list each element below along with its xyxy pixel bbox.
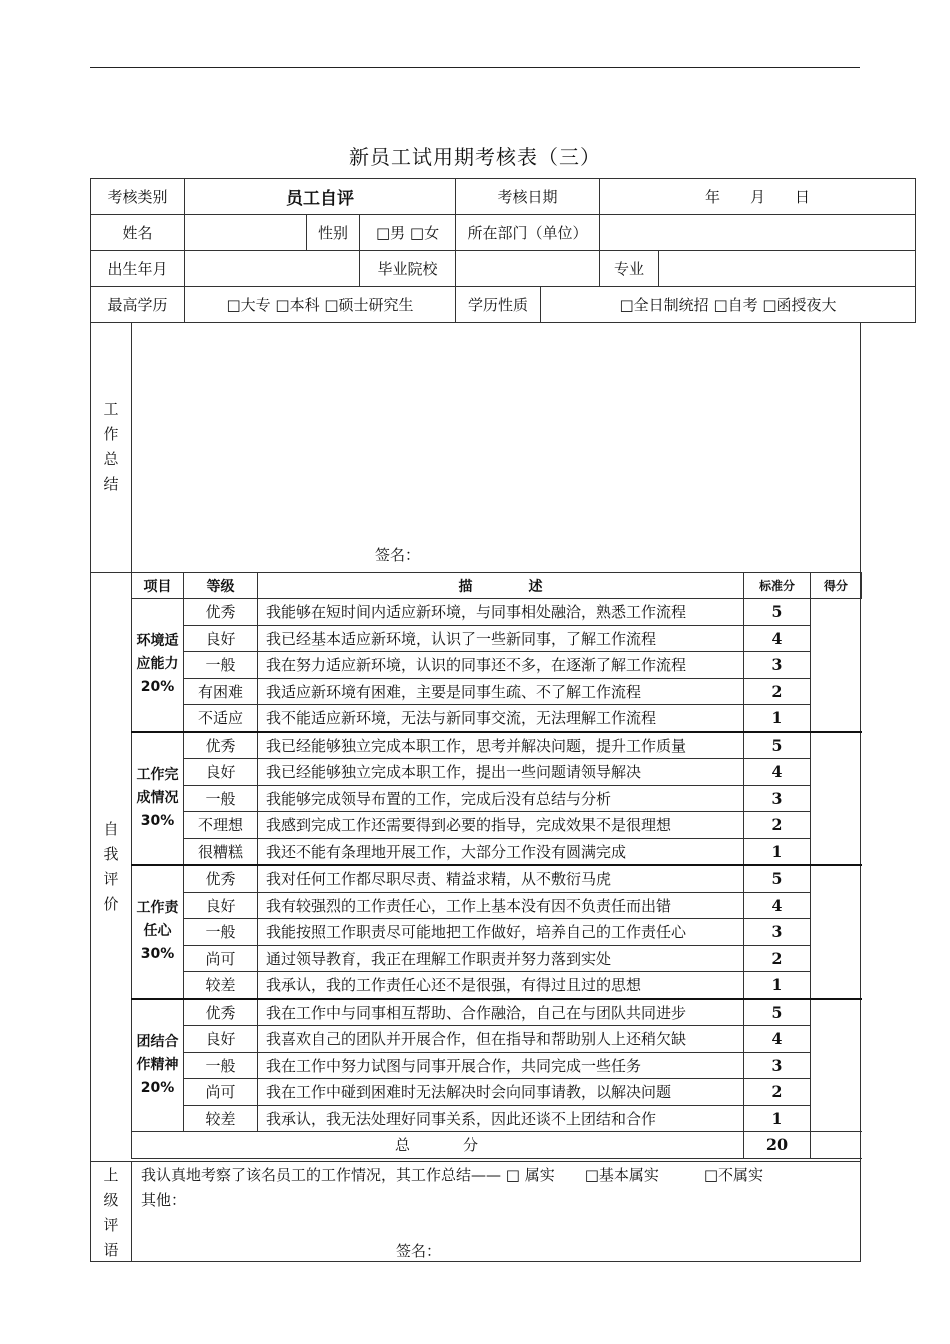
eval-row (132, 599, 862, 626)
dept-label: 所在部门（单位） (456, 215, 600, 251)
eval-description: 我已经能够独立完成本职工作，思考并解决问题，提升工作质量 (258, 732, 744, 759)
eval-standard-score: 5 (744, 732, 811, 759)
page-title: 新员工试用期考核表（三） (349, 145, 601, 169)
edu-type-checkboxes[interactable]: □全日制统招 □自考 □函授夜大 (541, 287, 916, 323)
eval-score-field[interactable] (811, 732, 862, 866)
eval-description: 我适应新环境有困难，主要是同事生疏、不了解工作流程 (258, 678, 744, 705)
eval-row (132, 999, 862, 1026)
eval-description: 我在努力适应新环境，认识的同事还不多，在逐渐了解工作流程 (258, 652, 744, 679)
edu-label: 最高学历 (91, 287, 185, 323)
name-field[interactable] (185, 215, 307, 251)
eval-description: 我在工作中碰到困难时无法解决时会向同事请教，以解决问题 (258, 1079, 744, 1106)
eval-row (132, 892, 862, 919)
eval-standard-score: 4 (744, 1026, 811, 1053)
eval-standard-score: 3 (744, 1052, 811, 1079)
eval-standard-score: 5 (744, 599, 811, 626)
birth-label: 出生年月 (91, 251, 185, 287)
eval-grade: 一般 (184, 652, 258, 679)
eval-grade: 良好 (184, 892, 258, 919)
eval-score-field[interactable] (811, 999, 862, 1132)
assess-date-field[interactable]: 年 月 日 (600, 179, 916, 215)
supervisor-verdict-line[interactable]: 我认真地考察了该名员工的工作情况，其工作总结—— □ 属实 □基本属实 □不属实 (141, 1166, 764, 1184)
eval-row (132, 838, 862, 865)
gender-checkboxes[interactable]: □男 □女 (360, 215, 456, 251)
eval-row (132, 759, 862, 786)
school-label: 毕业院校 (360, 251, 456, 287)
eval-row (132, 705, 862, 732)
eval-category: 工作责任心30% (132, 865, 184, 999)
eval-row (132, 625, 862, 652)
eval-description: 我能够完成领导布置的工作，完成后没有总结与分析 (258, 785, 744, 812)
eval-row (132, 785, 862, 812)
eval-description: 我承认，我无法处理好同事关系，因此还谈不上团结和合作 (258, 1105, 744, 1132)
self-eval-label: 自 我 评 价 (103, 820, 119, 913)
eval-row (132, 652, 862, 679)
eval-description: 我有较强烈的工作责任心，工作上基本没有因不负责任而出错 (258, 892, 744, 919)
eval-grade: 优秀 (184, 999, 258, 1026)
eval-standard-score: 3 (744, 785, 811, 812)
eval-standard-score: 1 (744, 972, 811, 999)
eval-grade: 很糟糕 (184, 838, 258, 865)
total-score-field[interactable] (811, 1132, 862, 1159)
eval-row (132, 1052, 862, 1079)
eval-standard-score: 3 (744, 652, 811, 679)
eval-description: 我在工作中与同事相互帮助、合作融洽，自己在与团队共同进步 (258, 999, 744, 1026)
major-label: 专业 (600, 251, 659, 287)
col-score-header: 得分 (811, 573, 862, 599)
self-eval-table (131, 572, 862, 1159)
eval-standard-score: 4 (744, 892, 811, 919)
major-field[interactable] (659, 251, 916, 287)
eval-score-field[interactable] (811, 865, 862, 999)
edu-checkboxes[interactable]: □大专 □本科 □硕士研究生 (185, 287, 456, 323)
supervisor-other-label: 其他： (141, 1191, 187, 1209)
eval-description: 我已经能够独立完成本职工作，提出一些问题请领导解决 (258, 759, 744, 786)
work-summary-signature: 签名： (375, 546, 421, 564)
eval-grade: 优秀 (184, 865, 258, 892)
eval-standard-score: 1 (744, 838, 811, 865)
eval-description: 我已经基本适应新环境，认识了一些新同事，了解工作流程 (258, 625, 744, 652)
eval-grade: 良好 (184, 625, 258, 652)
eval-description: 我喜欢自己的团队并开展合作，但在指导和帮助别人上还稍欠缺 (258, 1026, 744, 1053)
eval-description: 我能够在短时间内适应新环境，与同事相处融洽，熟悉工作流程 (258, 599, 744, 626)
eval-standard-score: 2 (744, 945, 811, 972)
total-value: 20 (744, 1132, 811, 1159)
eval-standard-score: 4 (744, 625, 811, 652)
eval-description: 通过领导教育，我正在理解工作职责并努力落到实处 (258, 945, 744, 972)
eval-row (132, 919, 862, 946)
eval-grade: 不理想 (184, 812, 258, 839)
eval-row (132, 678, 862, 705)
eval-grade: 良好 (184, 1026, 258, 1053)
birth-field[interactable] (185, 251, 360, 287)
eval-row (132, 1105, 862, 1132)
school-field[interactable] (456, 251, 600, 287)
eval-grade: 不适应 (184, 705, 258, 732)
supervisor-signature: 签名： (396, 1242, 442, 1260)
eval-grade: 优秀 (184, 599, 258, 626)
eval-row (132, 972, 862, 999)
eval-grade: 尚可 (184, 1079, 258, 1106)
eval-category: 环境适应能力20% (132, 599, 184, 732)
total-label: 总 分 (132, 1132, 744, 1159)
eval-description: 我承认，我的工作责任心还不是很强，有得过且过的思想 (258, 972, 744, 999)
eval-grade: 较差 (184, 1105, 258, 1132)
eval-description: 我不能适应新环境，无法与新同事交流，无法理解工作流程 (258, 705, 744, 732)
eval-grade: 较差 (184, 972, 258, 999)
eval-standard-score: 5 (744, 865, 811, 892)
eval-row (132, 812, 862, 839)
edu-type-label: 学历性质 (456, 287, 541, 323)
eval-row (132, 1026, 862, 1053)
eval-row (132, 1079, 862, 1106)
eval-standard-score: 2 (744, 1079, 811, 1106)
eval-grade: 良好 (184, 759, 258, 786)
supervisor-label: 上 级 评 语 (103, 1166, 119, 1259)
work-summary-label: 工 作 总 结 (103, 400, 119, 493)
eval-standard-score: 3 (744, 919, 811, 946)
eval-grade: 优秀 (184, 732, 258, 759)
info-table (90, 178, 916, 323)
header-rule (90, 67, 860, 68)
eval-grade: 一般 (184, 1052, 258, 1079)
col-std-header: 标准分 (744, 573, 811, 599)
eval-score-field[interactable] (811, 599, 862, 732)
eval-standard-score: 1 (744, 1105, 811, 1132)
eval-standard-score: 2 (744, 812, 811, 839)
col-desc-header: 描 述 (258, 573, 744, 599)
eval-grade: 尚可 (184, 945, 258, 972)
eval-grade: 有困难 (184, 678, 258, 705)
eval-row (132, 945, 862, 972)
eval-description: 我能按照工作职责尽可能地把工作做好，培养自己的工作责任心 (258, 919, 744, 946)
assess-type-value: 员工自评 (185, 179, 456, 215)
eval-description: 我感到完成工作还需要得到必要的指导，完成效果不是很理想 (258, 812, 744, 839)
dept-field[interactable] (600, 215, 916, 251)
gender-label: 性别 (307, 215, 360, 251)
eval-standard-score: 1 (744, 705, 811, 732)
col-item-header: 项目 (132, 573, 184, 599)
eval-row (132, 865, 862, 892)
assess-date-label: 考核日期 (456, 179, 600, 215)
eval-category: 工作完成情况30% (132, 732, 184, 866)
eval-standard-score: 4 (744, 759, 811, 786)
eval-standard-score: 2 (744, 678, 811, 705)
eval-grade: 一般 (184, 785, 258, 812)
assess-type-label: 考核类别 (91, 179, 185, 215)
work-summary-textarea[interactable] (133, 324, 859, 544)
eval-description: 我还不能有条理地开展工作，大部分工作没有圆满完成 (258, 838, 744, 865)
eval-standard-score: 5 (744, 999, 811, 1026)
eval-row (132, 732, 862, 759)
eval-description: 我在工作中努力试图与同事开展合作，共同完成一些任务 (258, 1052, 744, 1079)
name-label: 姓名 (91, 215, 185, 251)
eval-grade: 一般 (184, 919, 258, 946)
eval-category: 团结合作精神20% (132, 999, 184, 1132)
eval-description: 我对任何工作都尽职尽责、精益求精，从不敷衍马虎 (258, 865, 744, 892)
col-grade-header: 等级 (184, 573, 258, 599)
